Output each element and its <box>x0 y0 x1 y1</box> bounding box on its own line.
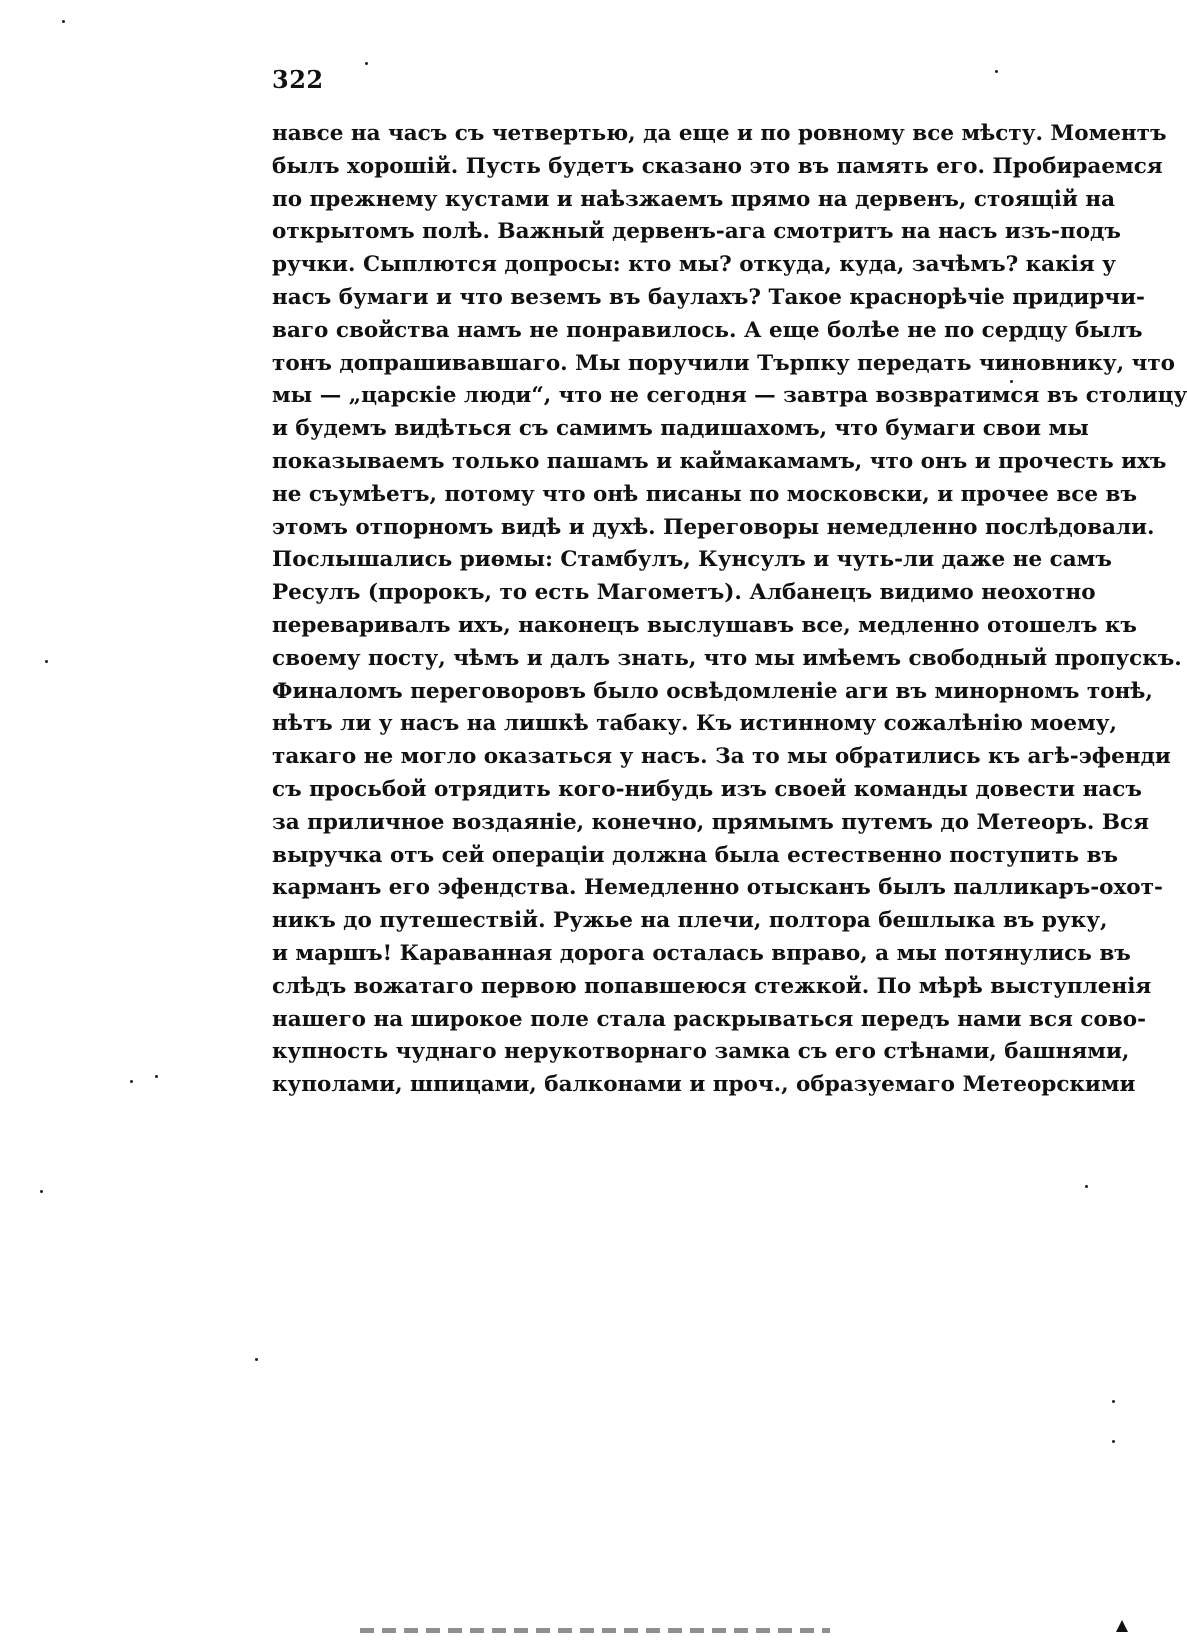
text-line: открытомъ полѣ. Важный дервенъ-ага смотритъ на насъ изъ-подъ <box>272 219 1121 245</box>
scan-speck <box>995 70 998 73</box>
text-line: выручка отъ сей операціи должна была естественно поступить въ <box>272 842 1119 868</box>
text-line: куполами, шпицами, балконами и проч., образуемаго Метеорскими <box>272 1072 1136 1098</box>
text-line: переваривалъ ихъ, наконецъ выслушавъ все, медленно отошелъ къ <box>272 612 1137 638</box>
scan-speck <box>1010 380 1013 383</box>
text-line: купность чуднаго нерукотворнаго замка съ его стѣнами, башнями, <box>272 1039 1130 1065</box>
text-line: карманъ его эфендства. Немедленно отысканъ былъ палликаръ-охот- <box>272 875 1163 901</box>
text-line: своему посту, чѣмъ и далъ знать, что мы имѣемъ свободный пропускъ. <box>272 645 1182 671</box>
scan-corner-mark <box>1116 1620 1128 1632</box>
text-line: никъ до путешествій. Ружье на плечи, полтора бешлыка въ руку, <box>272 908 1108 934</box>
text-line: Ресулъ (пророкъ, то есть Магометъ). Албанецъ видимо неохотно <box>272 580 1096 606</box>
scan-speck <box>1085 1185 1088 1188</box>
text-line: нашего на широкое поле стала раскрываться передъ нами вся сово- <box>272 1006 1147 1032</box>
text-line: насъ бумаги и что веземъ въ баулахъ? Такое краснорѣчіе придирчи- <box>272 284 1145 310</box>
scan-speck <box>130 1080 133 1083</box>
text-line: такаго не могло оказаться у насъ. За то мы обратились къ агѣ-эфенди <box>272 744 1171 770</box>
text-line: мы — „царскіе люди“, что не сегодня — завтра возвратимся въ столицу <box>272 383 1187 409</box>
text-line: Послышались риѳмы: Стамбулъ, Кунсулъ и чуть-ли даже не самъ <box>272 547 1112 573</box>
text-line: за приличное воздаяніе, конечно, прямымъ путемъ до Метеоръ. Вся <box>272 809 1150 835</box>
text-line: навсе на часъ съ четвертью, да еще и по ровному все мѣсту. Моментъ <box>272 121 1167 146</box>
scan-speck <box>365 62 368 65</box>
body-text <box>272 118 1187 1102</box>
text-line: Финаломъ переговоровъ было освѣдомленіе аги въ минорномъ тонѣ, <box>272 678 1153 704</box>
scan-speck <box>40 1190 43 1193</box>
text-line: тонъ допрашивавшаго. Мы поручили Търпку передать чиновнику, что <box>272 350 1175 376</box>
text-line: по прежнему кустами и наѣзжаемъ прямо на дервенъ, стоящій на <box>272 186 1116 212</box>
scan-smudge <box>360 1628 830 1633</box>
scan-speck <box>255 1358 258 1361</box>
text-line: ваго свойства намъ не понравилось. А еще болѣе не по сердцу былъ <box>272 317 1143 343</box>
text-line: показываемъ только пашамъ и каймакамамъ, что онъ и прочесть ихъ <box>272 448 1167 474</box>
text-line: и будемъ видѣться съ самимъ падишахомъ, что бумаги свои мы <box>272 416 1089 442</box>
scan-speck <box>62 20 65 23</box>
text-line: слѣдъ вожатаго первою попавшеюся стежкой. По мѣрѣ выступленія <box>272 973 1152 999</box>
page-number: 322 <box>272 65 324 94</box>
text-line: этомъ отпорномъ видѣ и духѣ. Переговоры немедленно послѣдовали. <box>272 514 1155 540</box>
scan-speck <box>45 660 48 663</box>
scan-speck <box>155 1075 158 1078</box>
text-line: былъ хорошій. Пусть будетъ сказано это въ память его. Пробираемся <box>272 153 1163 179</box>
text-line: съ просьбой отрядить кого-нибудь изъ своей команды довести насъ <box>272 776 1142 802</box>
text-line: не съумѣетъ, потому что онѣ писаны по московски, и прочее все въ <box>272 481 1137 507</box>
scan-speck <box>1112 1440 1115 1443</box>
text-line: и маршъ! Караванная дорога осталась вправо, а мы потянулись въ <box>272 940 1131 966</box>
scan-speck <box>1112 1400 1115 1403</box>
text-line: нѣтъ ли у насъ на лишкѣ табаку. Къ истинному сожалѣнію моему, <box>272 711 1117 737</box>
text-line: ручки. Сыплются допросы: кто мы? откуда, куда, зачѣмъ? какія у <box>272 252 1116 278</box>
